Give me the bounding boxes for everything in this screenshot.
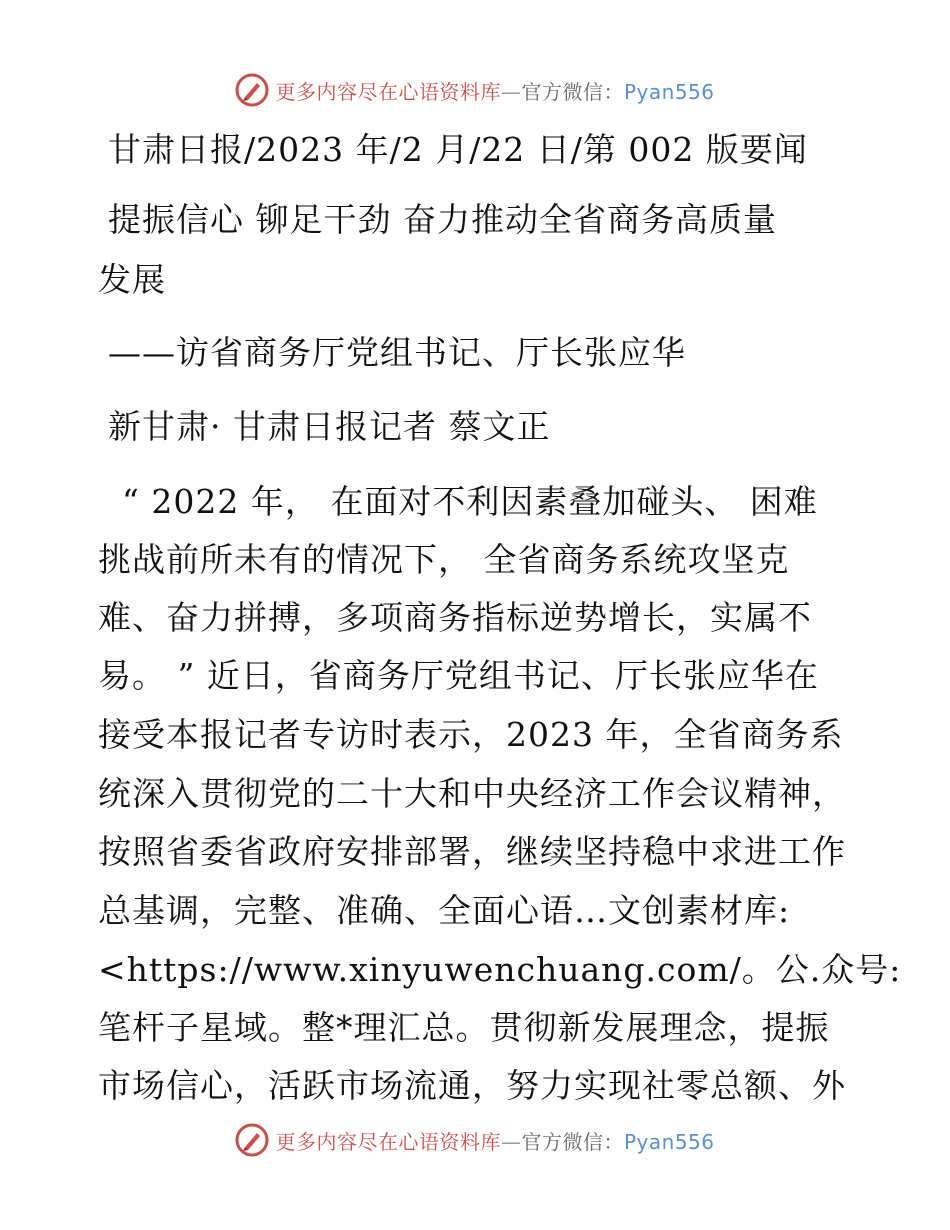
- banner-text: 更多内容尽在心语资料库—官方微信：Pyan556: [275, 79, 715, 104]
- body-line: 总基调，完整、准确、全面心语…文创素材库:: [98, 891, 791, 930]
- footer-banner[interactable]: [0, 1122, 950, 1158]
- body-line: 接受本报记者专访时表示，2023 年，全省商务系: [98, 715, 844, 754]
- body-line: 按照省委省政府安排部署，继续坚持稳中求进工作: [98, 832, 846, 871]
- byline: 新甘肃· 甘肃日报记者 蔡文正: [108, 407, 551, 446]
- body-line: 难、奋力拼搏，多项商务指标逆势增长，实属不: [98, 598, 812, 637]
- body-line: 挑战前所未有的情况下， 全省商务系统攻坚克: [98, 540, 790, 579]
- pen-nib-logo-icon: [235, 1123, 269, 1157]
- banner-text: 更多内容尽在心语资料库—官方微信：Pyan556: [275, 1129, 715, 1154]
- body-line: “ 2022 年， 在面对不利因素叠加碰头、 困难: [122, 482, 818, 521]
- article-title-line-2: 发展: [98, 260, 166, 299]
- body-line: 易。 ” 近日，省商务厅党组书记、厅长张应华在: [98, 656, 819, 695]
- pen-nib-logo-icon: [235, 73, 269, 107]
- body-line: 市场信心，活跃市场流通，努力实现社零总额、外: [98, 1066, 846, 1105]
- body-line-url[interactable]: <https://www.xinyuwenchuang.com/。公.众号:: [98, 950, 902, 989]
- article-title-line-1: 提振信心 铆足干劲 奋力推动全省商务高质量: [108, 200, 777, 239]
- body-line: 笔杆子星域。整*理汇总。贯彻新发展理念，提振: [98, 1008, 830, 1047]
- header-banner[interactable]: [0, 72, 950, 108]
- body-line: 统深入贯彻党的二十大和中央经济工作会议精神，: [98, 774, 846, 813]
- source-line: 甘肃日报/2023 年/2 月/22 日/第 002 版要闻: [108, 130, 808, 169]
- article-subtitle: ——访省商务厅党组书记、厅长张应华: [108, 333, 686, 372]
